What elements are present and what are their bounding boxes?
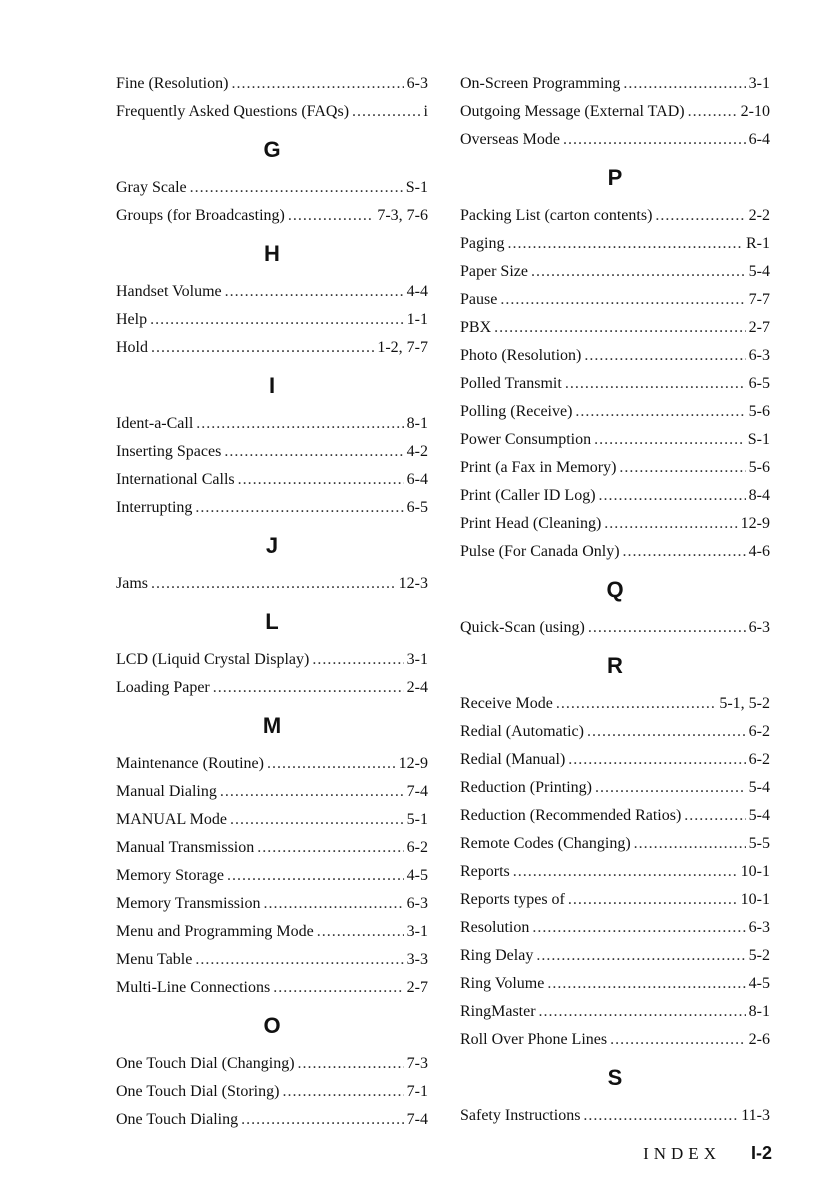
dot-leader (190, 174, 403, 202)
dot-leader (588, 614, 746, 642)
index-entry-page: 5-5 (748, 835, 770, 852)
dot-leader (655, 202, 745, 230)
index-entry-label: Quick-Scan (using) (460, 619, 585, 636)
dot-leader (263, 890, 403, 918)
index-entry (460, 538, 770, 566)
dot-leader (238, 466, 404, 494)
index-entry (460, 830, 770, 858)
index-entry-label: Groups (for Broadcasting) (116, 207, 285, 224)
index-entry-label: Loading Paper (116, 679, 210, 696)
index-entry-page: 6-4 (406, 471, 428, 488)
index-entry (460, 914, 770, 942)
index-entry-page: 12-9 (740, 515, 770, 532)
index-entry-page: 6-2 (748, 751, 770, 768)
index-entry-label: Photo (Resolution) (460, 347, 582, 364)
index-entry-label: Roll Over Phone Lines (460, 1031, 608, 1048)
index-entry-label: Hold (116, 339, 148, 356)
index-entry (460, 886, 770, 914)
index-entry-page: 5-1 (406, 811, 428, 828)
dot-leader (594, 426, 745, 454)
dot-leader (317, 918, 404, 946)
index-column-right (460, 70, 770, 1130)
index-entry-page: 5-4 (748, 263, 770, 280)
dot-leader (623, 70, 745, 98)
dot-leader (547, 970, 745, 998)
index-entry-label: Interrupting (116, 499, 193, 516)
index-entry-page: S-1 (747, 431, 770, 448)
dot-leader (151, 334, 374, 362)
index-entry-label: Reduction (Printing) (460, 779, 592, 796)
index-entry (116, 438, 428, 466)
index-entry-page: 3-3 (406, 951, 428, 968)
dot-leader (195, 946, 403, 974)
index-entry-page: 6-3 (406, 75, 428, 92)
index-entry (116, 1078, 428, 1106)
index-entry (460, 202, 770, 230)
index-entry-page: 5-4 (748, 807, 770, 824)
dot-leader (288, 202, 375, 230)
index-entry-label: Outgoing Message (External TAD) (460, 103, 685, 120)
index-entry-page: R-1 (746, 235, 770, 252)
index-entry-label: Reports types of (460, 891, 565, 908)
index-entry-label: International Calls (116, 471, 235, 488)
index-entry (116, 334, 428, 362)
index-entry-label: Maintenance (Routine) (116, 755, 264, 772)
dot-leader (273, 974, 403, 1002)
index-entry-page: S-1 (405, 179, 428, 196)
index-entry-page: 6-4 (748, 131, 770, 148)
index-entry-page: 11-3 (741, 1107, 770, 1124)
index-entry-label: Gray Scale (116, 179, 187, 196)
index-entry-page: 5-2 (748, 947, 770, 964)
dot-leader (241, 1106, 404, 1134)
index-entry-page: 4-4 (406, 283, 428, 300)
index-entry-page: 10-1 (740, 863, 770, 880)
index-entry (116, 1106, 428, 1134)
index-entry (116, 890, 428, 918)
dot-leader (298, 1050, 404, 1078)
dot-leader (536, 942, 745, 970)
index-entry-label: Paging (460, 235, 505, 252)
index-entry (116, 750, 428, 778)
index-entry-label: Resolution (460, 919, 530, 936)
dot-leader (688, 98, 738, 126)
footer-page-number: I-2 (750, 1143, 772, 1163)
dot-leader (220, 778, 404, 806)
index-entry (116, 202, 428, 230)
index-entry-label: Packing List (carton contents) (460, 207, 653, 224)
index-entry-label: Remote Codes (Changing) (460, 835, 631, 852)
index-entry (116, 494, 428, 522)
index-entry-label: Safety Instructions (460, 1107, 581, 1124)
dot-leader (227, 862, 404, 890)
index-entry-label: Manual Dialing (116, 783, 217, 800)
index-entry-label: PBX (460, 319, 492, 336)
dot-leader (282, 1078, 403, 1106)
dot-leader (623, 538, 746, 566)
index-entry-label: Redial (Manual) (460, 751, 566, 768)
index-column-left (116, 70, 428, 1134)
index-entry (460, 858, 770, 886)
index-letter-heading: R (607, 653, 623, 678)
index-entry-page: 7-4 (406, 783, 428, 800)
index-entry-label: Pause (460, 291, 498, 308)
dot-leader (500, 286, 745, 314)
dot-leader (575, 398, 745, 426)
dot-leader (213, 674, 404, 702)
index-entry-label: Reports (460, 863, 510, 880)
index-entry (460, 258, 770, 286)
index-entry-label: Ring Delay (460, 947, 534, 964)
index-entry (460, 398, 770, 426)
index-entry-page: 7-3 (406, 1055, 428, 1072)
dot-leader (531, 258, 746, 286)
index-entry-page: 8-4 (748, 487, 770, 504)
index-entry (116, 862, 428, 890)
index-entry-label: Print (Caller ID Log) (460, 487, 596, 504)
dot-leader (634, 830, 746, 858)
index-entry (460, 126, 770, 154)
index-entry (460, 426, 770, 454)
index-entry (116, 570, 428, 598)
index-entry-page: 4-5 (406, 867, 428, 884)
dot-leader (352, 98, 421, 126)
dot-leader (583, 1102, 738, 1130)
index-entry-label: Print Head (Cleaning) (460, 515, 602, 532)
index-entry (460, 98, 770, 126)
dot-leader (684, 802, 745, 830)
dot-leader (224, 438, 403, 466)
index-entry-page: 7-7 (748, 291, 770, 308)
index-entry-page: 2-10 (740, 103, 770, 120)
index-entry-label: Frequently Asked Questions (FAQs) (116, 103, 350, 120)
index-entry (116, 918, 428, 946)
dot-leader (507, 230, 743, 258)
index-entry-label: One Touch Dialing (116, 1111, 239, 1128)
index-entry-label: Redial (Automatic) (460, 723, 584, 740)
index-letter-heading: M (262, 713, 282, 738)
index-entry-label: Receive Mode (460, 695, 553, 712)
index-letter-heading: G (263, 137, 281, 162)
index-entry (116, 946, 428, 974)
index-entry (460, 718, 770, 746)
index-entry (116, 974, 428, 1002)
index-entry-page: 8-1 (748, 1003, 770, 1020)
dot-leader (568, 746, 745, 774)
index-entry-page: 2-7 (406, 979, 428, 996)
index-entry-label: On-Screen Programming (460, 75, 621, 92)
index-entry-page: i (423, 103, 428, 120)
index-entry-page: 6-2 (748, 723, 770, 740)
index-entry-label: Pulse (For Canada Only) (460, 543, 620, 560)
index-entry-page: 4-5 (748, 975, 770, 992)
index-letter-heading: Q (606, 577, 624, 602)
dot-leader (257, 834, 403, 862)
index-entry-label: Multi-Line Connections (116, 979, 271, 996)
index-entry (116, 806, 428, 834)
index-entry-page: 1-2, 7-7 (377, 339, 428, 356)
index-entry-label: Paper Size (460, 263, 528, 280)
dot-leader (230, 806, 404, 834)
index-entry-page: 6-3 (748, 619, 770, 636)
dot-leader (151, 570, 396, 598)
index-entry (460, 746, 770, 774)
index-entry-label: Memory Storage (116, 867, 224, 884)
dot-leader (587, 718, 746, 746)
index-entry-page: 6-5 (748, 375, 770, 392)
footer-section-label: INDEX (643, 1144, 721, 1163)
index-entry-label: RingMaster (460, 1003, 536, 1020)
index-entry-label: Help (116, 311, 148, 328)
index-entry-label: Inserting Spaces (116, 443, 222, 460)
index-entry-page: 3-1 (406, 651, 428, 668)
index-letter-heading: S (607, 1065, 623, 1090)
dot-leader (267, 750, 396, 778)
index-entry-label: Jams (116, 575, 148, 592)
index-entry-page: 1-1 (406, 311, 428, 328)
index-entry (460, 314, 770, 342)
index-entry-label: Power Consumption (460, 431, 592, 448)
index-entry (460, 510, 770, 538)
index-entry (460, 802, 770, 830)
dot-leader (610, 1026, 746, 1054)
index-entry-page: 2-2 (748, 207, 770, 224)
index-entry (116, 174, 428, 202)
index-letter-heading: J (265, 533, 279, 558)
index-letter-heading: H (264, 241, 280, 266)
index-entry-page: 3-1 (406, 923, 428, 940)
index-entry-label: Ident-a-Call (116, 415, 194, 432)
index-entry (460, 998, 770, 1026)
index-entry (116, 778, 428, 806)
index-entry-label: MANUAL Mode (116, 811, 227, 828)
index-entry-page: 12-9 (398, 755, 428, 772)
dot-leader (604, 510, 737, 538)
page-footer (643, 1143, 772, 1164)
index-entry-page: 2-7 (748, 319, 770, 336)
index-entry (116, 306, 428, 334)
dot-leader (225, 278, 404, 306)
index-entry (460, 230, 770, 258)
index-entry-page: 6-3 (748, 919, 770, 936)
index-entry-page: 6-3 (406, 895, 428, 912)
index-entry-label: Memory Transmission (116, 895, 261, 912)
index-entry-label: Print (a Fax in Memory) (460, 459, 617, 476)
index-entry (116, 278, 428, 306)
index-entry (116, 98, 428, 126)
index-entry (460, 942, 770, 970)
index-entry-label: Polled Transmit (460, 375, 562, 392)
index-entry-label: LCD (Liquid Crystal Display) (116, 651, 310, 668)
index-entry-page: 7-4 (406, 1111, 428, 1128)
index-entry (460, 614, 770, 642)
index-entry-label: Overseas Mode (460, 131, 560, 148)
dot-leader (312, 646, 403, 674)
dot-leader (556, 690, 716, 718)
index-entry-label: Menu Table (116, 951, 193, 968)
index-letter-heading: I (268, 373, 276, 398)
index-entry-page: 6-3 (748, 347, 770, 364)
index-entry (116, 70, 428, 98)
index-entry-label: One Touch Dial (Storing) (116, 1083, 280, 1100)
index-entry (116, 674, 428, 702)
index-entry-label: Polling (Receive) (460, 403, 573, 420)
dot-leader (584, 342, 745, 370)
index-entry (116, 646, 428, 674)
dot-leader (150, 306, 404, 334)
dot-leader (539, 998, 746, 1026)
index-entry-label: Reduction (Recommended Ratios) (460, 807, 682, 824)
dot-leader (513, 858, 738, 886)
index-entry (460, 774, 770, 802)
index-entry (460, 370, 770, 398)
index-entry-label: Handset Volume (116, 283, 222, 300)
index-entry-page: 6-2 (406, 839, 428, 856)
dot-leader (563, 126, 746, 154)
index-entry-label: Ring Volume (460, 975, 545, 992)
dot-leader (595, 774, 746, 802)
dot-leader (231, 70, 403, 98)
index-entry (460, 690, 770, 718)
index-entry-page: 2-6 (748, 1031, 770, 1048)
index-entry-page: 5-6 (748, 459, 770, 476)
index-entry (460, 970, 770, 998)
dot-leader (565, 370, 746, 398)
index-entry-page: 7-1 (406, 1083, 428, 1100)
index-entry-page: 6-5 (406, 499, 428, 516)
index-entry-page: 8-1 (406, 415, 428, 432)
index-entry-page: 10-1 (740, 891, 770, 908)
index-entry-page: 5-4 (748, 779, 770, 796)
index-entry-page: 2-4 (406, 679, 428, 696)
dot-leader (195, 494, 403, 522)
dot-leader (619, 454, 745, 482)
index-entry (460, 1026, 770, 1054)
dot-leader (568, 886, 738, 914)
index-entry-label: Fine (Resolution) (116, 75, 229, 92)
index-entry (460, 482, 770, 510)
index-entry (116, 410, 428, 438)
index-entry (460, 342, 770, 370)
index-entry-label: One Touch Dial (Changing) (116, 1055, 295, 1072)
index-entry-page: 4-2 (406, 443, 428, 460)
dot-leader (196, 410, 403, 438)
index-entry (116, 834, 428, 862)
index-entry (460, 1102, 770, 1130)
index-entry-page: 5-6 (748, 403, 770, 420)
index-entry-page: 4-6 (748, 543, 770, 560)
index-entry (460, 70, 770, 98)
dot-leader (494, 314, 746, 342)
index-letter-heading: L (265, 609, 279, 634)
dot-leader (532, 914, 745, 942)
index-entry-label: Menu and Programming Mode (116, 923, 314, 940)
index-letter-heading: P (607, 165, 623, 190)
index-entry-page: 3-1 (748, 75, 770, 92)
index-entry (460, 286, 770, 314)
index-entry (116, 466, 428, 494)
index-letter-heading: O (263, 1013, 281, 1038)
index-entry-page: 7-3, 7-6 (377, 207, 428, 224)
index-entry (116, 1050, 428, 1078)
dot-leader (599, 482, 746, 510)
index-entry (460, 454, 770, 482)
index-entry-page: 5-1, 5-2 (719, 695, 770, 712)
index-entry-label: Manual Transmission (116, 839, 255, 856)
index-entry-page: 12-3 (398, 575, 428, 592)
